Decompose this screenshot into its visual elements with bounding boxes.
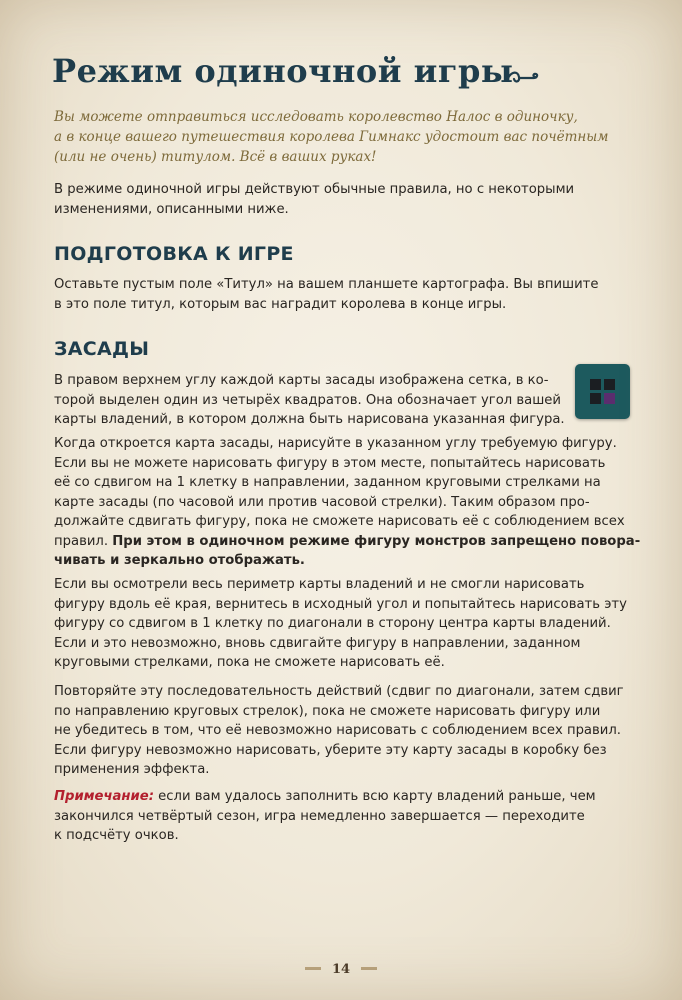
text-line: круговыми стрелками, пока не сможете нарисовать её.	[54, 655, 445, 670]
text-line: Если и это невозможно, вновь сдвигайте фигуру в направлении, заданном	[54, 635, 581, 651]
text-line: фигуру вдоль её края, вернитесь в исходный угол и попытайтесь нарисовать эту	[54, 596, 627, 612]
lead-paragraph	[54, 180, 574, 219]
text-line	[54, 787, 596, 807]
note-paragraph	[54, 787, 596, 846]
text-line: В режиме одиночной игры действуют обычные правила, но с некоторыми	[54, 182, 575, 197]
grid-cell	[604, 379, 615, 390]
intro-line: а в конце вашего путешествия королева Гимнакс удостоит вас почётным	[54, 129, 609, 145]
page-footer	[0, 958, 682, 977]
text-line: к подсчёту очков.	[54, 828, 179, 843]
ambush-paragraph-1	[54, 371, 565, 430]
bold-rule: При этом в одиночном режиме фигуру монстров запрещено повора-	[112, 533, 641, 549]
text-line: применения эффекта.	[54, 762, 210, 777]
page-title: Режим одиночной игры	[52, 52, 514, 90]
setup-paragraph	[54, 275, 598, 314]
note-label: Примечание:	[54, 789, 154, 804]
intro-line: (или не очень) титулом. Всё в ваших руках!	[54, 149, 377, 165]
footer-ornament-icon	[305, 967, 321, 970]
text-line: Когда откроется карта засады, нарисуйте в указанном углу требуемую фигуру.	[54, 436, 617, 451]
intro-text	[54, 107, 654, 167]
text-line: её со сдвигом на 1 клетку в направлении, заданном круговыми стрелками на	[54, 475, 601, 490]
section-heading-setup: ПОДГОТОВКА К ИГРЕ	[54, 243, 294, 265]
text-line: торой выделен один из четырёх квадратов. Она обозначает угол вашей	[54, 392, 561, 408]
text-line: Если вы не можете нарисовать фигуру в этом месте, попытайтесь нарисовать	[54, 455, 606, 471]
grid-cell	[590, 379, 601, 390]
grid-cell-highlighted	[604, 393, 615, 404]
text-line: карты владений, в котором должна быть нарисована указанная фигура.	[54, 412, 565, 427]
text-run: правил.	[54, 533, 109, 549]
ambush-paragraph-3	[54, 575, 627, 673]
text-line: Повторяйте эту последовательность действий (сдвиг по диагонали, затем сдвиг	[54, 684, 624, 699]
text-line: Оставьте пустым поле «Титул» на вашем планшете картографа. Вы впишите	[54, 277, 599, 292]
ambush-paragraph-2	[54, 434, 640, 571]
page-number: 14	[331, 962, 351, 977]
text-line	[54, 532, 640, 552]
text-line: закончился четвёртый сезон, игра немедленно завершается — переходите	[54, 808, 585, 824]
text-line: В правом верхнем углу каждой карты засады изображена сетка, в ко-	[54, 373, 549, 388]
text-line: фигуру со сдвигом в 1 клетку по диагонали в сторону центра карты владений.	[54, 616, 611, 631]
ambush-grid-icon	[575, 364, 630, 419]
footer-ornament-icon	[361, 967, 377, 970]
text-line: по направлению круговых стрелок), пока не сможете нарисовать фигуру или	[54, 703, 601, 719]
swirl-ornament-icon	[506, 69, 540, 87]
text-line: Если фигуру невозможно нарисовать, уберите эту карту засады в коробку без	[54, 742, 607, 758]
intro-line: Вы можете отправиться исследовать королевство Налос в одиночку,	[54, 109, 578, 125]
text-run: если вам удалось заполнить всю карту владений раньше, чем	[158, 789, 596, 804]
text-line: карте засады (по часовой или против часовой стрелки). Таким образом про-	[54, 494, 590, 510]
text-line: не убедитесь в том, что её невозможно нарисовать с соблюдением всех правил.	[54, 723, 621, 738]
text-line: Если вы осмотрели весь периметр карты владений и не смогли нарисовать	[54, 577, 585, 592]
ambush-paragraph-4	[54, 682, 624, 780]
text-line: должайте сдвигать фигуру, пока не сможете нарисовать её с соблюдением всех	[54, 514, 625, 529]
text-line: изменениями, описанными ниже.	[54, 201, 289, 217]
text-line: в это поле титул, которым вас наградит королева в конце игры.	[54, 296, 507, 312]
bold-rule: чивать и зеркально отображать.	[54, 553, 305, 568]
section-heading-ambush: ЗАСАДЫ	[54, 338, 150, 360]
grid-cell	[590, 393, 601, 404]
